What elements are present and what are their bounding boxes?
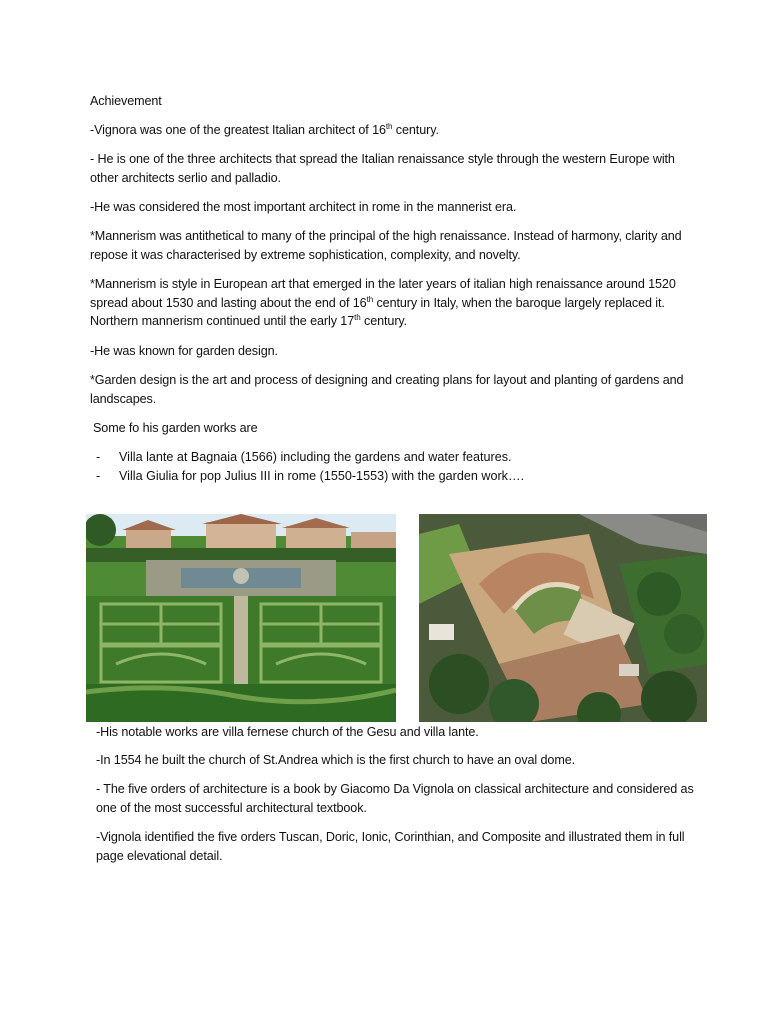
paragraph-st-andrea: -In 1554 he built the church of St.Andrea which is the first church to have an oval dome. [96, 753, 576, 767]
list-item-text: Villa lante at Bagnaia (1566) including the gardens and water features. [119, 450, 512, 464]
list-marker: - [96, 450, 101, 464]
list-marker: - [96, 468, 101, 483]
list-item [96, 467, 524, 486]
villa-giulia-aerial-image [419, 514, 707, 722]
villa-lante-garden-image [86, 514, 396, 722]
paragraph-mannerism-style: *Mannerism is style in European art that emerged in the later years of italian high renaissance around 1520 spread about 1530 and lasting about the end of 16th century in Italy, when the baroque largely replaced it. Northern mannerism continued until the early 17th century. [90, 277, 676, 328]
paragraph-greatest-architect: -Vignora was one of the greatest Italian architect of 16th century. [90, 122, 439, 137]
paragraph-mannerist-era: -He was considered the most important architect in rome in the mannerist era. [90, 200, 517, 214]
paragraph-mannerism-antithetical: *Mannerism was antithetical to many of the principal of the high renaissance. Instead of harmony, clarity and repose it was characterised by extreme sophistication, complexity, and novelty. [90, 229, 682, 262]
paragraph-garden-works-intro: Some fo his garden works are [93, 421, 258, 435]
section-heading: Achievement [90, 94, 162, 108]
paragraph-notable-works: -His notable works are villa fernese church of the Gesu and villa lante. [96, 725, 479, 739]
garden-works-list [96, 448, 524, 485]
paragraph-garden-definition: *Garden design is the art and process of designing and creating plans for layout and planting of gardens and landscapes. [90, 373, 684, 406]
paragraph-five-orders-book: - The five orders of architecture is a book by Giacomo Da Vignola on classical architecture and considered as one of the most successful architectural textbook. [96, 782, 694, 815]
paragraph-five-orders-list: -Vignola identified the five orders Tuscan, Doric, Ionic, Corinthian, and Composite and illustrated them in full page elevational detail. [96, 830, 685, 863]
paragraph-garden-design: -He was known for garden design. [90, 344, 278, 358]
list-item-text: Villa Giulia for pop Julius III in rome (1550-1553) with the garden work…. [119, 468, 525, 483]
paragraph-three-architects: - He is one of the three architects that spread the Italian renaissance style through the western Europe with other architects serlio and palladio. [90, 152, 675, 185]
list-item [96, 448, 524, 467]
